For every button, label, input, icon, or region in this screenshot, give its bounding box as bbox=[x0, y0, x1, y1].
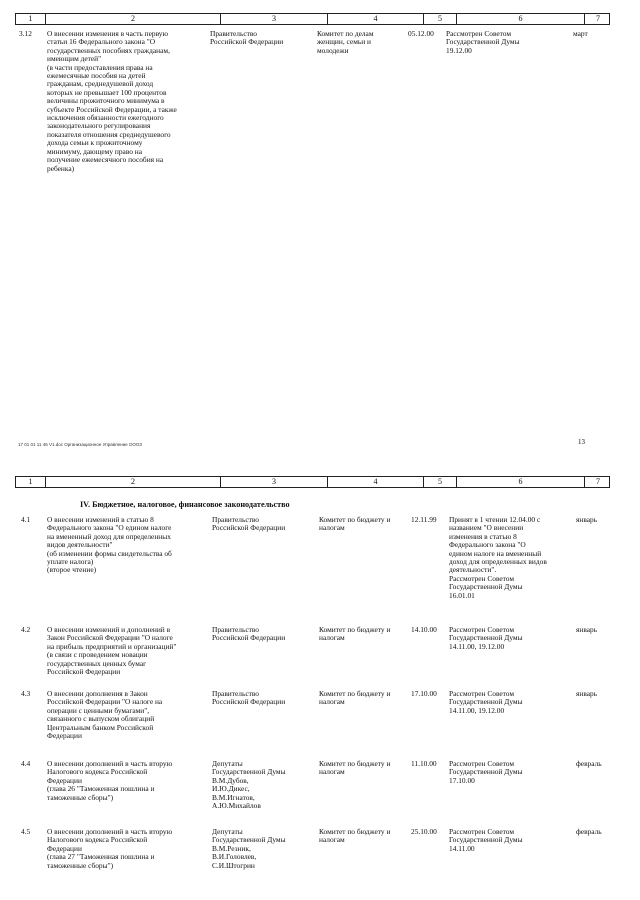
month: февраль bbox=[576, 827, 602, 836]
initiator: Депутаты Государственной Думы В.М.Дубов, И.Ю.Дикес, В.М.Игнатов, А.Ю.Михайлов bbox=[212, 759, 286, 811]
row-number: 4.4 bbox=[21, 759, 31, 768]
status: Рассмотрен Советом Государственной Думы 14.11.00, 19.12.00 bbox=[449, 689, 523, 715]
column-header-3: 3 bbox=[221, 14, 328, 24]
bill-title: О внесении дополнений в часть вторую Налогового кодекса Российской Федерации (глава 26 "Таможенная пошлина и таможенные сборы") bbox=[47, 759, 173, 802]
committee: Комитет по бюджету и налогам bbox=[319, 827, 391, 845]
file-info: 17 01 01 11 46 V1.doc Организационное Управление ООО3 bbox=[18, 442, 142, 447]
status: Рассмотрен Советом Государственной Думы 19.12.00 bbox=[446, 29, 520, 55]
row-number: 4.1 bbox=[21, 515, 31, 524]
date: 17.10.00 bbox=[411, 689, 437, 698]
initiator: Депутаты Государственной Думы В.М.Резник, В.И.Головлев, С.И.Штогрин bbox=[212, 827, 286, 870]
page-number: 13 bbox=[578, 438, 585, 446]
status: Принят в 1 чтении 12.04.00 с названием "О внесении изменения в статью 8 Федерального закона "О едином налоге на вмененный доход для определенных видов деятельности". Рассмотрен Советом Государственной Думы 16.01.01 bbox=[449, 515, 547, 600]
table-row bbox=[15, 516, 610, 616]
row-number: 4.2 bbox=[21, 625, 31, 634]
committee: Комитет по бюджету и налогам bbox=[319, 689, 391, 707]
column-header-7: 7 bbox=[596, 477, 600, 486]
column-header-7: 7 bbox=[596, 14, 600, 23]
column-header-3: 3 bbox=[221, 477, 328, 487]
bill-title: О внесении дополнений в часть вторую Налогового кодекса Российской Федерации (глава 27 "Таможенная пошлина и таможенные сборы") bbox=[47, 827, 173, 870]
month: январь bbox=[576, 515, 598, 524]
column-header-2: 2 bbox=[46, 477, 221, 487]
column-header-1: 1 bbox=[16, 14, 46, 24]
table-row bbox=[15, 760, 610, 820]
date: 25.10.00 bbox=[411, 827, 437, 836]
column-header-2: 2 bbox=[46, 14, 221, 24]
column-header-6: 6 bbox=[457, 477, 585, 487]
initiator: Правительство Российской Федерации bbox=[212, 625, 286, 643]
bill-title: О внесении изменений в статью 8 Федерального закона "О едином налоге на вмененный доход для определенных видов деятельности" (об изменении формы свидетельства об уплате налога) (второе чтение) bbox=[47, 515, 172, 575]
column-header-row bbox=[15, 476, 610, 488]
initiator: Правительство Российской Федерации bbox=[210, 29, 284, 47]
month: январь bbox=[576, 689, 598, 698]
column-header-4: 4 bbox=[328, 14, 424, 24]
column-header-6: 6 bbox=[457, 14, 585, 24]
bill-title: О внесении изменения в часть первую статьи 16 Федерального закона "О государственных пособиях гражданам, имеющим детей" (в части предоставления права на ежемесячные пособия на детей гражданам, среднедушевой доход которых не превышает 100 процентов величины прожиточного минимума в субъекте Российской Федерации, а также исключения обязанности ежегодного законодательного регулирования показателя отношения среднедушевого дохода семьи к прожиточному минимуму, дающему право на получение ежемесячного пособия на ребенка) bbox=[47, 29, 177, 173]
initiator: Правительство Российской Федерации bbox=[212, 689, 286, 707]
initiator: Правительство Российской Федерации bbox=[212, 515, 286, 533]
date: 12.11.99 bbox=[411, 515, 437, 524]
date: 14.10.00 bbox=[411, 625, 437, 634]
section-title: IV. Бюджетное, налоговое, финансовое законодательство bbox=[80, 500, 290, 509]
row-number: 4.5 bbox=[21, 827, 31, 836]
date: 11.10.00 bbox=[411, 759, 437, 768]
bill-title: О внесении дополнения в Закон Российской Федерации "О налоге на операции с ценными бумагами", связанного с выпуском облигаций Центральным банком Российской Федерации bbox=[47, 689, 163, 741]
table-row bbox=[15, 30, 610, 210]
column-header-4: 4 bbox=[328, 477, 424, 487]
committee: Комитет по бюджету и налогам bbox=[319, 625, 391, 643]
month: февраль bbox=[576, 759, 602, 768]
table-row bbox=[15, 626, 610, 681]
column-header-1: 1 bbox=[16, 477, 46, 487]
committee: Комитет по бюджету и налогам bbox=[319, 759, 391, 777]
committee: Комитет по бюджету и налогам bbox=[319, 515, 391, 533]
month: март bbox=[573, 29, 588, 38]
status: Рассмотрен Советом Государственной Думы 17.10.00 bbox=[449, 759, 523, 785]
bill-title: О внесении изменений и дополнений в Закон Российской Федерации "О налоге на прибыль предприятий и организаций" (в связи с проведением новации государственных ценных бумаг Российской Федерации bbox=[47, 625, 177, 677]
table-row bbox=[15, 828, 610, 888]
row-number: 3.12 bbox=[19, 29, 32, 38]
date: 05.12.00 bbox=[408, 29, 434, 38]
column-header-row bbox=[15, 13, 610, 25]
month: январь bbox=[576, 625, 598, 634]
row-number: 4.3 bbox=[21, 689, 31, 698]
column-header-5: 5 bbox=[424, 14, 457, 24]
committee: Комитет по делам женщин, семьи и молодежи bbox=[317, 29, 374, 55]
status: Рассмотрен Советом Государственной Думы 14.11.00 bbox=[449, 827, 523, 853]
column-header-5: 5 bbox=[424, 477, 457, 487]
table-row bbox=[15, 690, 610, 745]
status: Рассмотрен Советом Государственной Думы 14.11.00, 19.12.00 bbox=[449, 625, 523, 651]
